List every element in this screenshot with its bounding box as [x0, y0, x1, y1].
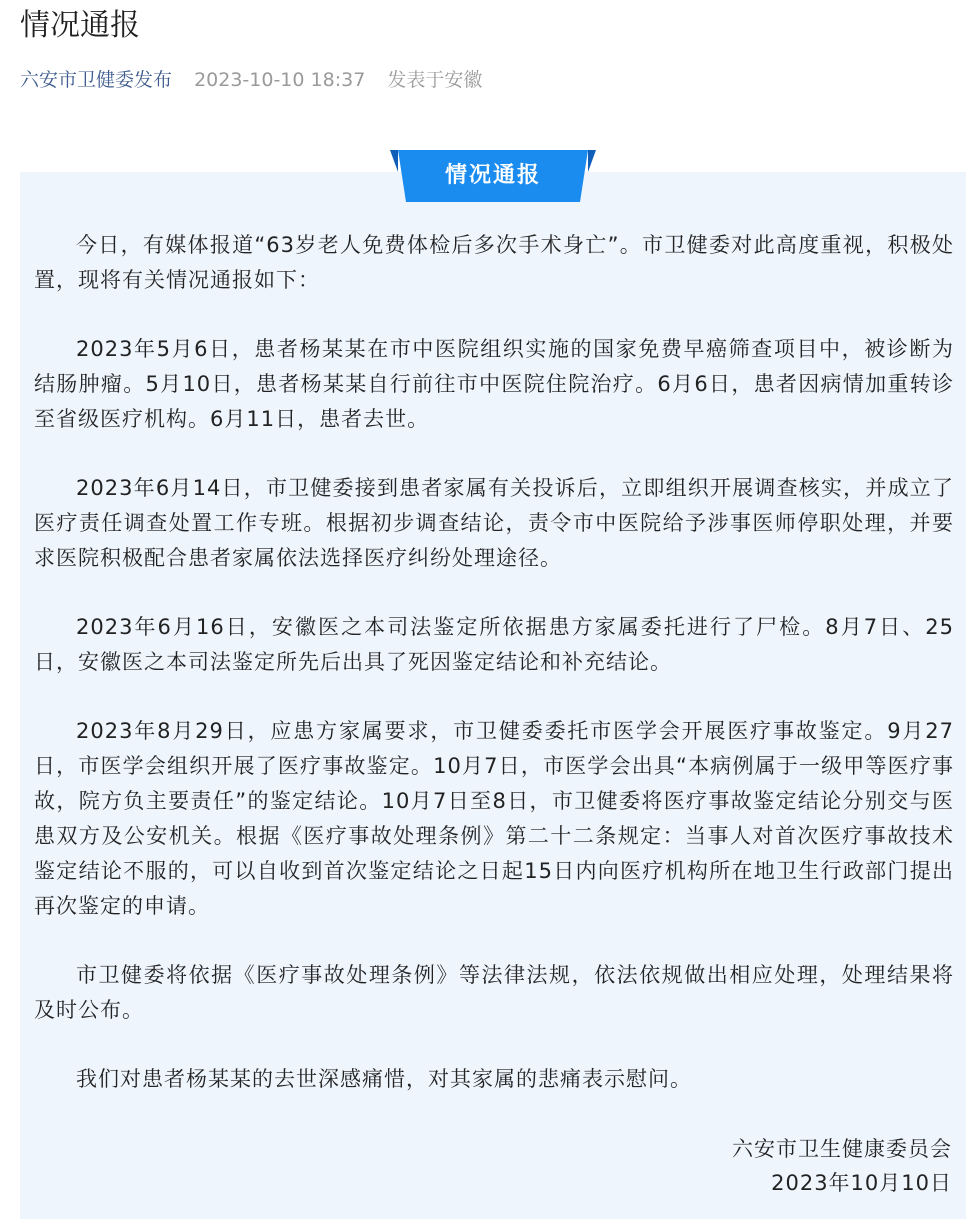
- paragraph: 今日，有媒体报道“63岁老人免费体检后多次手术身亡”。市卫健委对此高度重视，积极处置，现将有关情况通报如下：: [34, 233, 954, 292]
- notice-banner: [390, 150, 596, 202]
- paragraph: 2023年5月6日，患者杨某某在市中医院组织实施的国家免费早癌筛查项目中，被诊断为结肠肿瘤。5月10日，患者杨某某自行前往市中医院住院治疗。6月6日，患者因病情加重转诊至省级医疗机构。6月11日，患者去世。: [34, 337, 954, 431]
- paragraph: 2023年6月16日，安徽医之本司法鉴定所依据患方家属委托进行了尸检。8月7日、25日，安徽医之本司法鉴定所先后出具了死因鉴定结论和补充结论。: [34, 615, 954, 674]
- signature-date: 2023年10月10日: [771, 1171, 952, 1195]
- signature-org: 六安市卫生健康委员会: [732, 1137, 952, 1161]
- publish-location: 发表于安徽: [387, 69, 483, 91]
- paragraph: 2023年8月29日，应患方家属要求，市卫健委委托市医学会开展医疗事故鉴定。9月27日，市医学会组织开展了医疗事故鉴定。10月7日，市医学会出具“本病例属于一级甲等医疗事故，院方负主要责任”的鉴定结论。10月7日至8日，市卫健委将医疗事故鉴定结论分别交与医患双方及公安机关。根据《医疗事故处理条例》第二十二条规定：当事人对首次医疗事故技术鉴定结论不服的，可以自收到首次鉴定结论之日起15日内向医疗机构所在地卫生行政部门提出再次鉴定的申请。: [34, 719, 954, 918]
- paragraph: 我们对患者杨某某的去世深感痛惜，对其家属的悲痛表示慰问。: [76, 1067, 692, 1091]
- paragraph: 2023年6月14日，市卫健委接到患者家属有关投诉后，立即组织开展调查核实，并成立了医疗责任调查处置工作专班。根据初步调查结论，责令市中医院给予涉事医师停职处理，并要求医院积极配合患者家属依法选择医疗纠纷处理途径。: [34, 476, 954, 570]
- article-meta: [20, 64, 482, 96]
- notice-body: [34, 228, 954, 1131]
- paragraph: 市卫健委将依据《医疗事故处理条例》等法律法规，依法依规做出相应处理，处理结果将及时公布。: [34, 963, 954, 1022]
- signature-block: [732, 1132, 952, 1200]
- banner-title: 情况通报: [444, 163, 541, 188]
- publisher-link[interactable]: 六安市卫健委发布: [20, 69, 173, 91]
- page-title: 情况通报: [20, 8, 140, 43]
- publish-time: 2023-10-10 18:37: [194, 69, 366, 91]
